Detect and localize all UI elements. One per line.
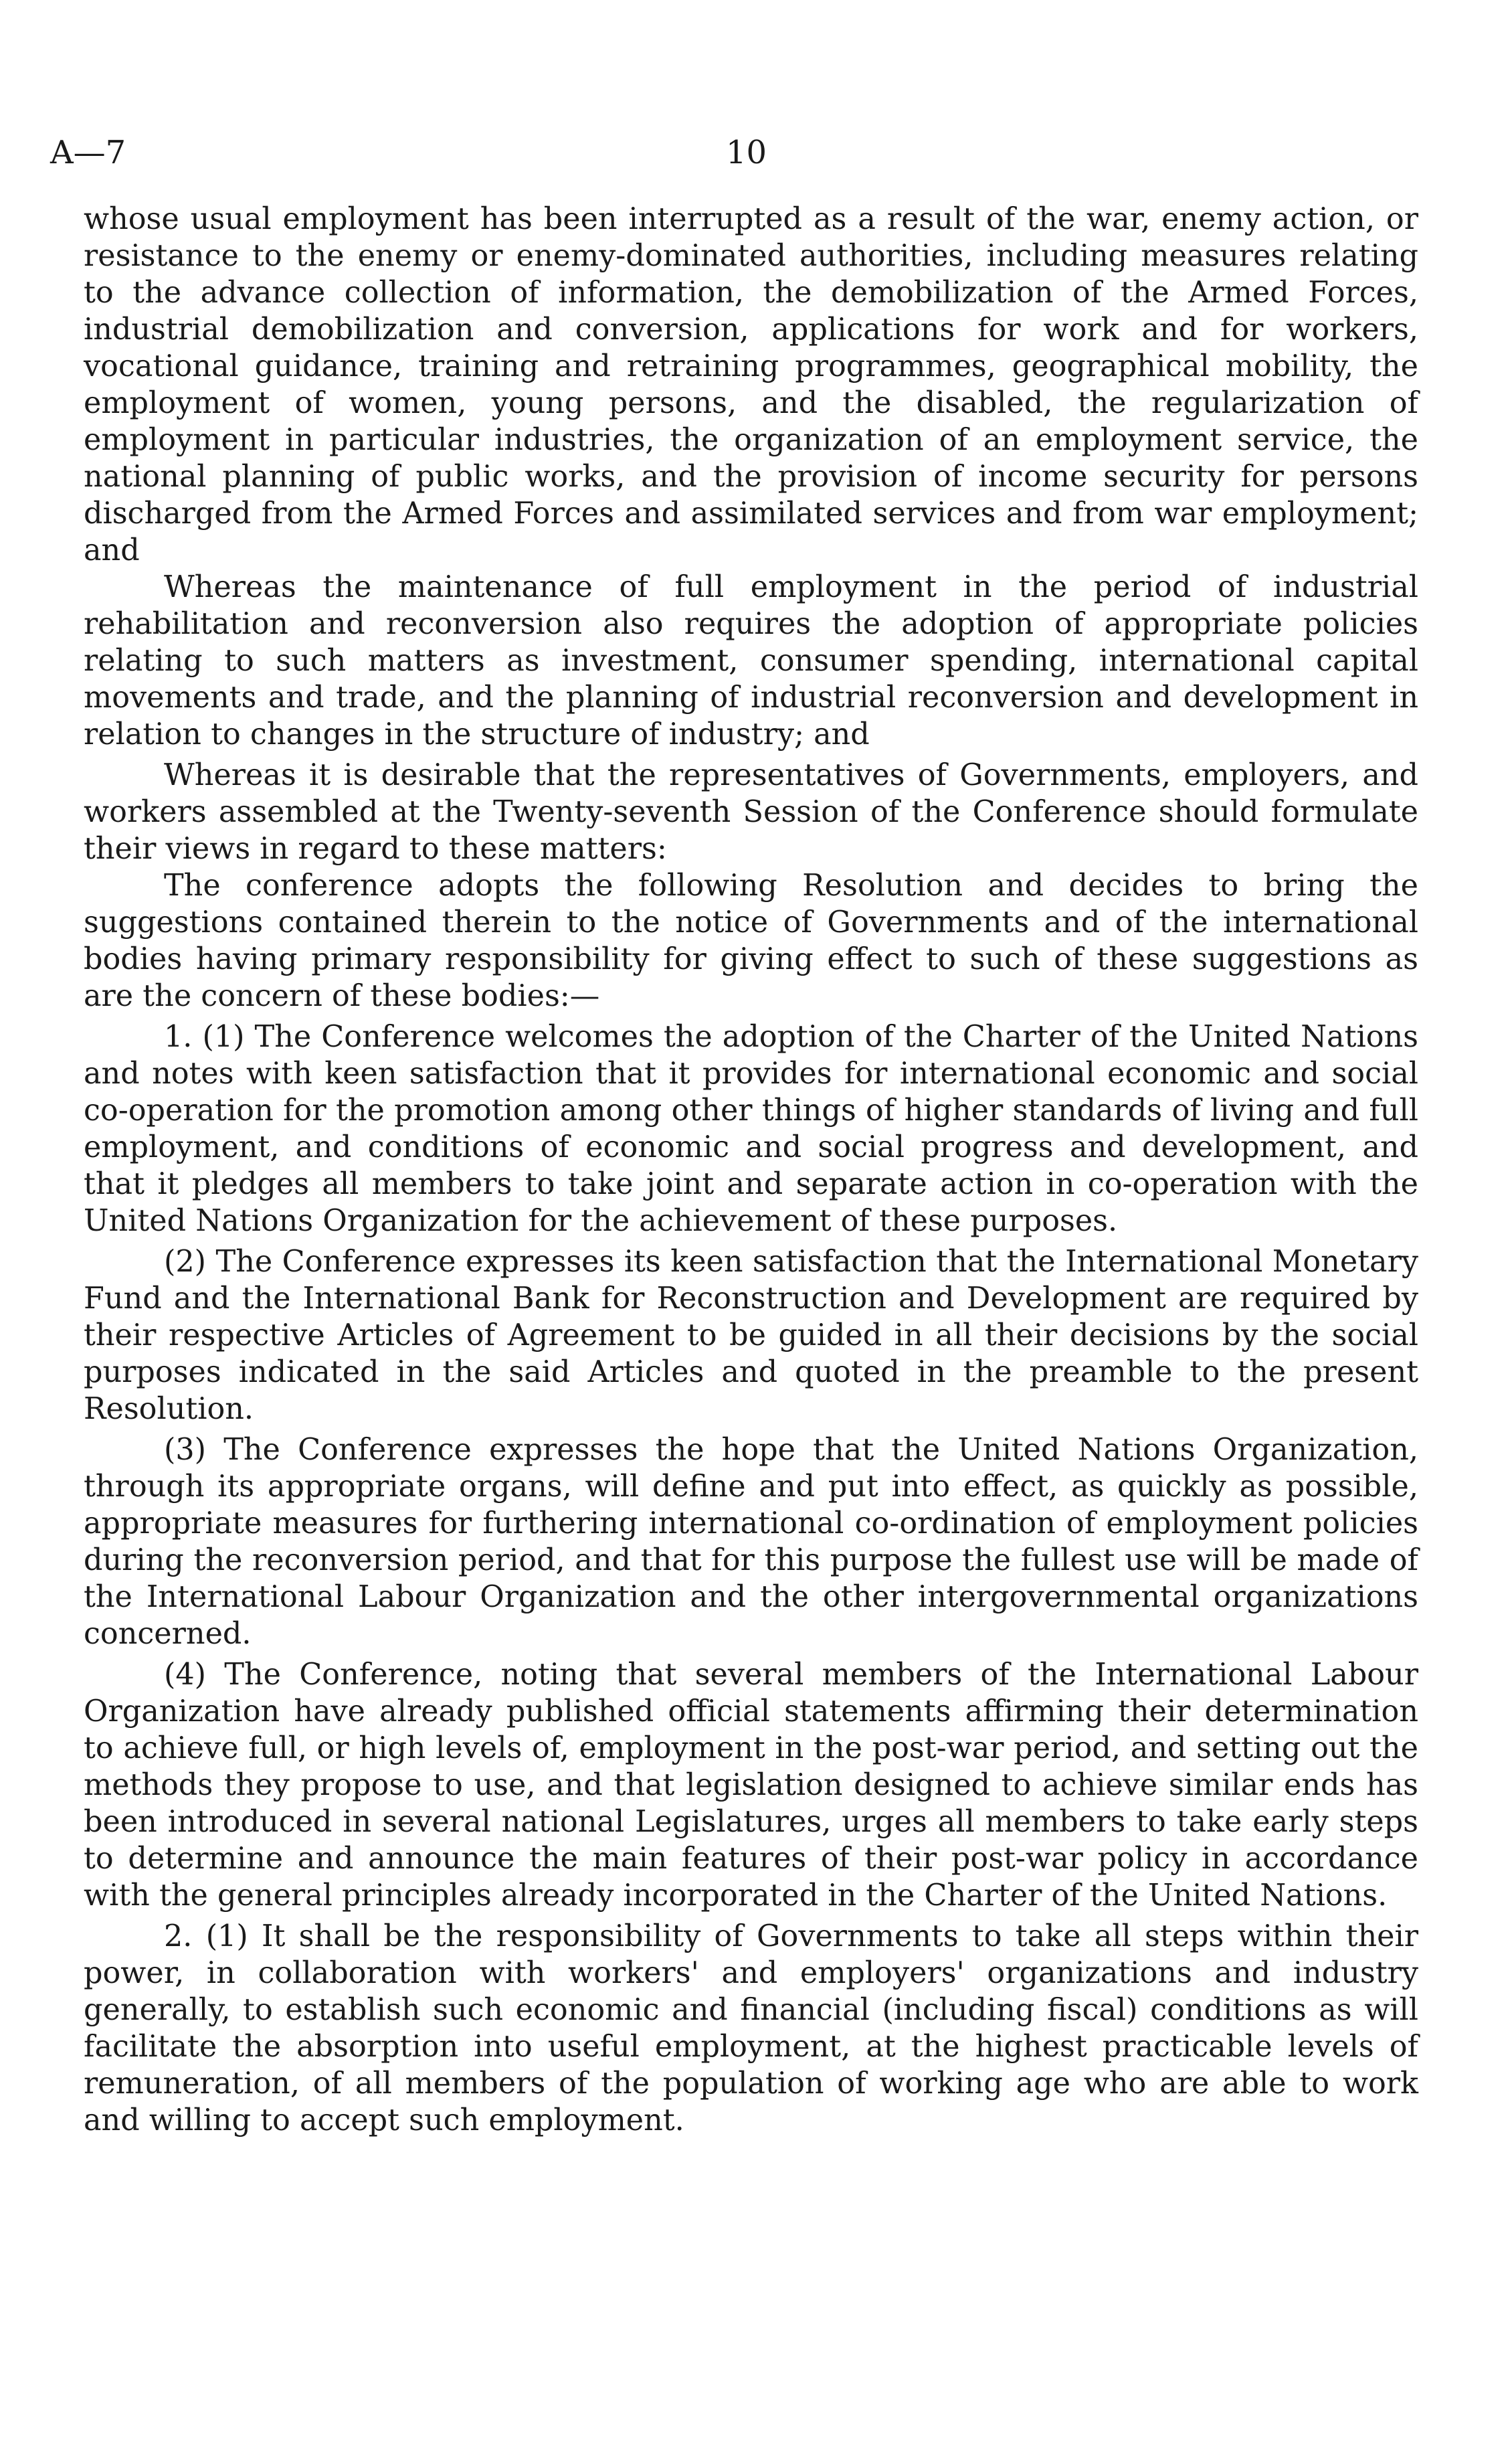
paragraph-whereas-maintenance: Whereas the maintenance of full employment in the period of industrial rehabilitation and reconversion also requires the adoption of appropriate policies relating to such matters as investment, consumer spending, international capital movements and trade, and the planning of industrial reconversion and development in relation to changes in the structure of industry; and: [84, 570, 1418, 752]
paragraph-conference-adopts: The conference adopts the following Resolution and decides to bring the suggestions contained therein to the notice of Governments and of the international bodies having primary responsibility for giving effect to such of these suggestions as are the concern of these bodies:—: [84, 869, 1418, 1013]
document-code: A—7: [50, 134, 126, 171]
body-text: [84, 201, 1418, 2139]
page-header: [50, 134, 1428, 181]
paragraph-1-3: (3) The Conference expresses the hope that the United Nations Organization, through its appropriate organs, will define and put into effect, as quickly as possible, appropriate measures for furthering international co-ordination of employment policies during the reconversion period, and that for this purpose the fullest use will be made of the International Labour Organization and the other intergovernmental organizations concerned.: [84, 1433, 1418, 1651]
paragraph-1-1: 1. (1) The Conference welcomes the adoption of the Charter of the United Nations and notes with keen satisfaction that it provides for international economic and social co-operation for the promotion among other things of higher standards of living and full employment, and conditions of economic and social progress and development, and that it pledges all members to take joint and separate action in co-operation with the United Nations Organization for the achievement of these purposes.: [84, 1020, 1418, 1238]
paragraph-2-1: 2. (1) It shall be the responsibility of Governments to take all steps within their power, in collaboration with workers' and employers' organizations and industry generally, to establish such economic and financial (including fiscal) conditions as will facilitate the absorption into useful employment, at the highest practicable levels of remuneration, of all members of the population of working age who are able to work and willing to accept such employment.: [84, 1919, 1418, 2137]
paragraph-continuation: whose usual employment has been interrupted as a result of the war, enemy action, or resistance to the enemy or enemy-dominated authorities, including measures relating to the advance collection of information, the demobilization of the Armed Forces, industrial demobilization and conversion, applications for work and for workers, vocational guidance, training and retraining programmes, geographical mobility, the employment of women, young persons, and the disabled, the regularization of employment in particular industries, the organization of an employment service, the national planning of public works, and the provision of income security for persons discharged from the Armed Forces and assimilated services and from war employment; and: [84, 202, 1418, 567]
paragraph-1-4: (4) The Conference, noting that several members of the International Labour Organization have already published official statements affirming their determination to achieve full, or high levels of, employment in the post-war period, and setting out the methods they propose to use, and that legislation designed to achieve similar ends has been introduced in several national Legislatures, urges all members to take early steps to determine and announce the main features of their post-war policy in accordance with the general principles already incorporated in the Charter of the United Nations.: [84, 1658, 1418, 1913]
page-number: 10: [726, 134, 767, 171]
paragraph-whereas-desirable: Whereas it is desirable that the representatives of Governments, employers, and workers assembled at the Twenty-seventh Session of the Conference should formulate their views in regard to these matters:: [84, 758, 1418, 866]
paragraph-1-2: (2) The Conference expresses its keen satisfaction that the International Monetary Fund and the International Bank for Reconstruction and Development are required by their respective Articles of Agreement to be guided in all their decisions by the social purposes indicated in the said Articles and quoted in the preamble to the present Resolution.: [84, 1245, 1418, 1426]
